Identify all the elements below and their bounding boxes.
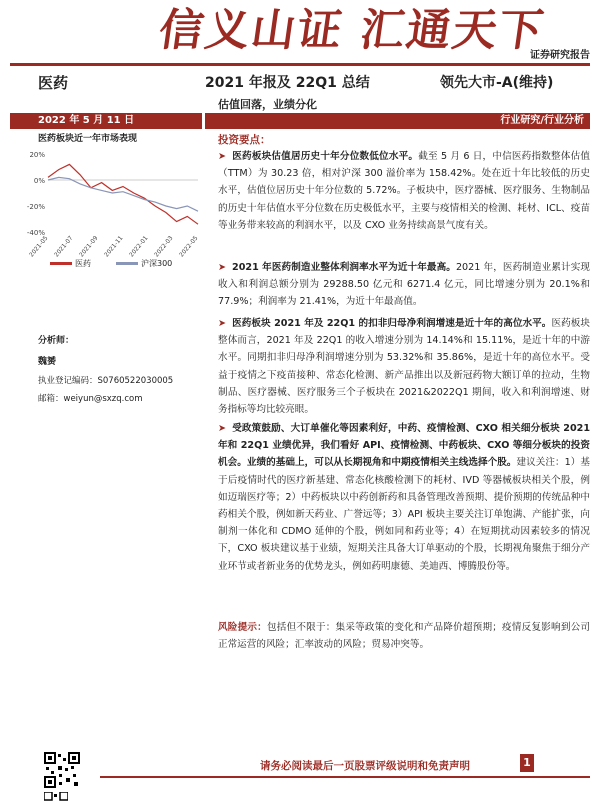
x-tick-label: 2021-07 bbox=[53, 234, 75, 258]
key-point-4 bbox=[218, 420, 590, 575]
key-point-2 bbox=[218, 259, 590, 311]
x-tick-label: 2021-11 bbox=[103, 234, 125, 258]
chart-legend bbox=[50, 258, 190, 272]
key-point-3 bbox=[218, 315, 590, 418]
report-subtitle: 估值回落，业绩分化 bbox=[218, 98, 317, 111]
category-bar: 行业研究/行业分析 bbox=[205, 113, 590, 129]
series-line-pharma bbox=[48, 164, 198, 224]
legend-swatch-pharma bbox=[50, 262, 72, 265]
legend-swatch-csi300 bbox=[116, 262, 138, 265]
x-tick-label: 2022-05 bbox=[178, 234, 200, 258]
rating-label: 领先大市-A(维持) bbox=[440, 75, 554, 91]
key-point-1-lead: 医药板块估值居历史十年分位数低位水平。 bbox=[232, 151, 419, 162]
legend-item-csi300 bbox=[116, 258, 172, 269]
key-point-1-body: 截至 5 月 6 日，中信医药指数整体估值（TTM）为 30.23 倍，相对沪深 300 溢价率为 158.42%。处在近十年比较低的历史水平，估值位居历史十年分位数的 5.72%。子板块中，医疗器械、医疗服务、生物制品的历史十年估值水平分位数在历史极低水平，主要与疫情相关的检测、耗材、ICL、疫苗等业务带来较高的利润水平，以及 CXO 业务持续高景气度有关。 bbox=[218, 151, 591, 231]
key-point-2-body: 2021 年，医药制造业累计实现收入和利润总额分别为 29288.50 亿元和 6271.4 亿元，同比增速分别为 20.1%和 77.9%；利润率为 21.41%，为近十年最高值。 bbox=[218, 262, 590, 308]
qr-code-icon bbox=[44, 792, 68, 802]
x-tick-label: 2022-03 bbox=[153, 234, 175, 258]
analyst-email: 邮箱：weiyun@sxzq.com bbox=[38, 394, 143, 404]
x-tick-label: 2022-01 bbox=[128, 234, 150, 258]
date-bar: 2022 年 5 月 11 日 bbox=[10, 113, 202, 129]
chart-title: 医药板块近一年市场表现 bbox=[38, 134, 138, 144]
legend-item-pharma bbox=[50, 258, 91, 269]
key-point-2-lead: 2021 年医药制造业整体利润率水平为近十年最高。 bbox=[232, 262, 456, 273]
y-tick-label: 20% bbox=[29, 151, 45, 159]
y-tick-label: -40% bbox=[26, 229, 45, 237]
qr-code-icon bbox=[44, 752, 80, 788]
key-point-4-lead: 受政策鼓励、大订单催化等因素利好，中药、疫情检测、CXO 相关细分板块 2021 年和 22Q1 业绩优异，我们看好 API、疫情检测、中药板块、CXO 等细分板块的投资机会。业绩的基础上，可以从长期视角和中期疫情相关主线选择个股。 bbox=[218, 423, 590, 469]
brand-slogan: 信义山证 汇通天下 bbox=[155, 5, 549, 56]
y-tick-label: 0% bbox=[33, 177, 45, 185]
legend-label-csi300: 沪深300 bbox=[141, 259, 173, 268]
y-tick-label: -20% bbox=[26, 203, 45, 211]
analyst-label: 分析师： bbox=[38, 336, 75, 346]
x-tick-label: 2021-05 bbox=[28, 234, 50, 258]
risk-body: 包括但不限于：集采等政策的变化和产品降价超预期；疫情反复影响到公司正常运营的风险；汇率波动的风险；贸易冲突等。 bbox=[218, 622, 591, 651]
sector-name: 医药 bbox=[38, 74, 69, 92]
analyst-cert-code: 执业登记编码：S0760522030005 bbox=[38, 376, 174, 386]
bullet-arrow-icon: ➤ bbox=[218, 151, 227, 162]
bullet-arrow-icon: ➤ bbox=[218, 318, 227, 329]
key-point-4-body: 建议关注：1）基于后疫情时代的医疗新基建、常态化核酸检测下的耗材、IVD 等器械板块相关个股，例如迈瑞医疗等；2）中药板块以中药创新药和具备管理改善预期、提价预期的传统品种中药相关个股，例如新天药业、广誉远等；3）API 板块主要关注订单饱满、产能扩张，向制剂一体化和 CDMO 延伸的个股，例如同和药业等；4）在短期扰动因素较多的情况下，CXO 板块建议基于业绩，短期关注具备大订单驱动的个股，长期视角聚焦于细分产业环节或者新业务的优势龙头，例如药明康德、美迪西、博腾股份等。 bbox=[218, 457, 591, 572]
key-point-3-lead: 医药板块 2021 年及 22Q1 的扣非归母净利润增速是近十年的高位水平。 bbox=[232, 318, 552, 329]
risk-warning bbox=[218, 619, 590, 653]
brand-logo bbox=[70, 0, 549, 62]
key-point-3-body: 医药板块整体而言，2021 年及 22Q1 的收入增速分别为 14.14%和 15.11%，是近十年的中游水平。同期扣非归母净利润增速分别为 53.32%和 35.86%，是近十年的高位水平。受益于疫情之下疫苗接种、常态化检测、新产品推出以及新冠药物大额订单的拉动，生物制品、医疗器械、医疗服务三个子板块在 2021&2022Q1 期间，收入和利润增速、财务指标等均比较亮眼。 bbox=[218, 318, 590, 416]
bullet-arrow-icon: ➤ bbox=[218, 262, 227, 273]
analyst-name: 魏赟 bbox=[38, 357, 57, 367]
market-performance-chart bbox=[22, 146, 202, 258]
x-tick-label: 2021-09 bbox=[78, 234, 100, 258]
disclaimer-notice: 请务必阅读最后一页股票评级说明和免责声明 bbox=[260, 760, 470, 772]
series-line-csi300 bbox=[48, 177, 198, 211]
page-number: 1 bbox=[520, 754, 534, 772]
footer-divider bbox=[100, 776, 590, 778]
header-divider bbox=[10, 63, 590, 66]
bullet-arrow-icon: ➤ bbox=[218, 423, 227, 434]
risk-label: 风险提示： bbox=[218, 622, 267, 633]
report-type: 证券研究报告 bbox=[530, 50, 590, 61]
key-point-1 bbox=[218, 148, 590, 234]
key-points-heading: 投资要点： bbox=[218, 134, 271, 146]
report-title: 2021 年报及 22Q1 总结 bbox=[205, 75, 370, 91]
legend-label-pharma: 医药 bbox=[75, 259, 91, 268]
